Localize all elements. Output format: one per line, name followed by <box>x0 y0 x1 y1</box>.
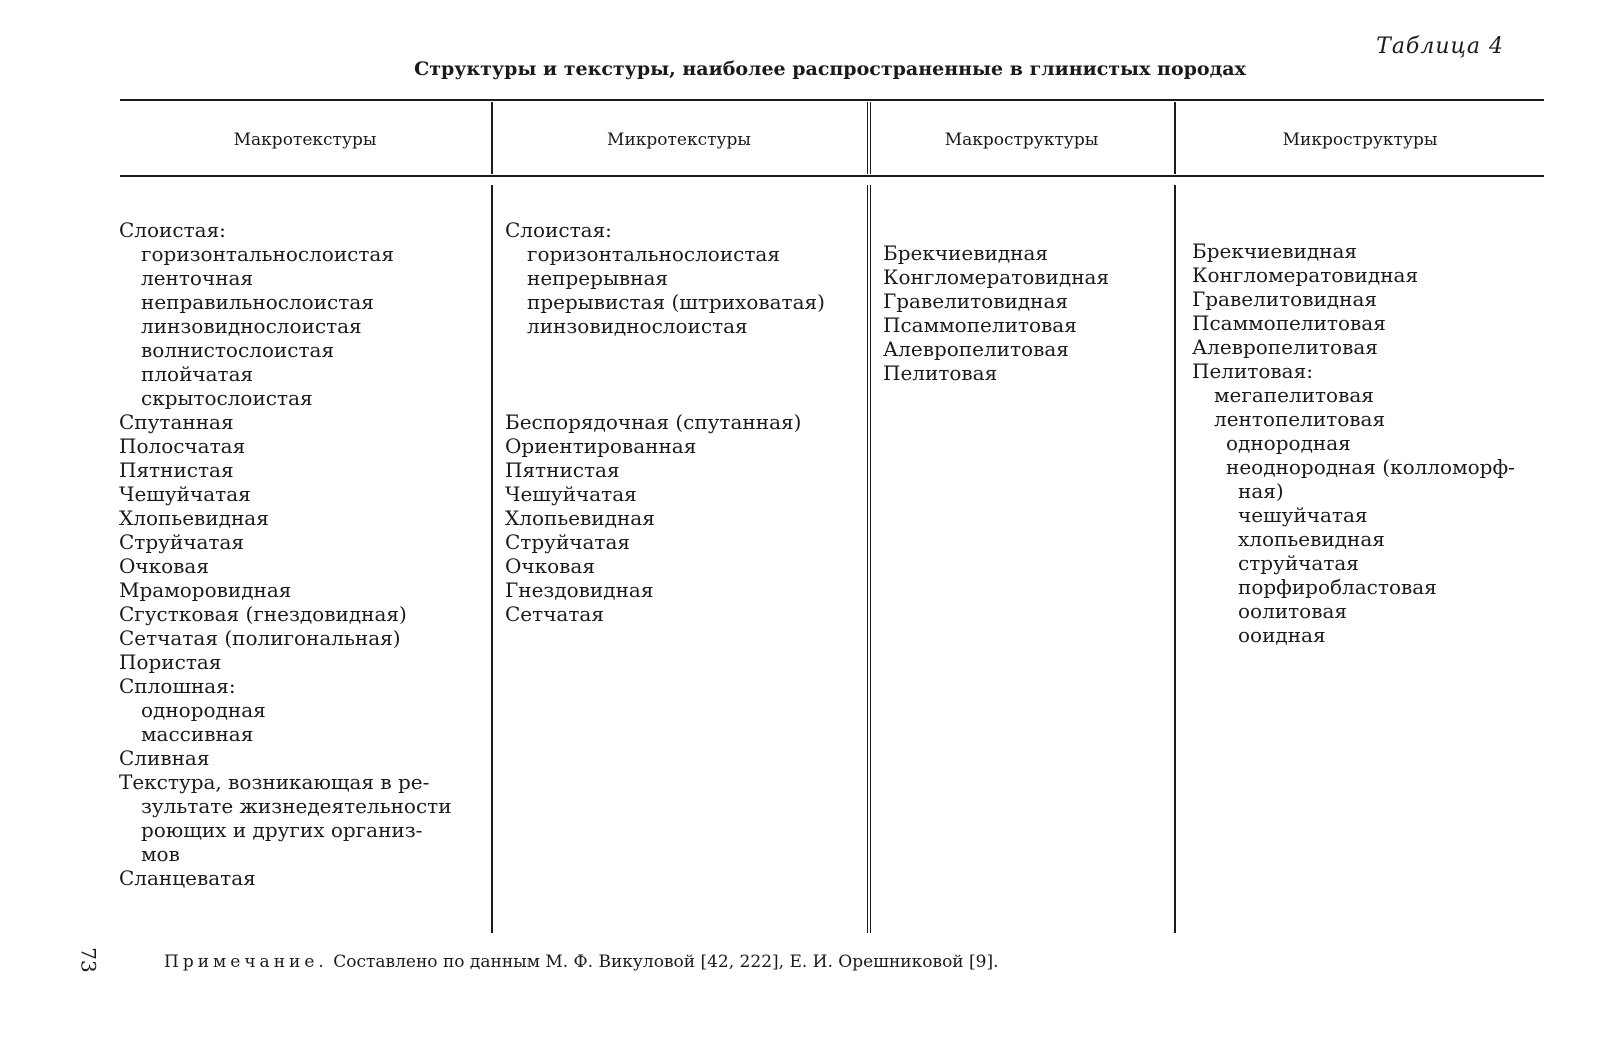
list-item: горизонтальнослоистая <box>527 242 780 266</box>
list-item: непрерывная <box>527 266 668 290</box>
header-macrostructures: Макроструктуры <box>944 130 1099 150</box>
list-item: Струйчатая <box>119 530 245 554</box>
list-item: Псаммопелитовая <box>1192 311 1386 335</box>
list-item: оолитовая <box>1238 599 1348 623</box>
header-microtextures: Микротекстуры <box>607 130 751 150</box>
column-divider-3 <box>1174 185 1176 933</box>
list-item: Гнездовидная <box>505 578 654 602</box>
list-item: неоднородная (колломорф- <box>1226 455 1515 479</box>
list-spacer <box>505 386 825 410</box>
list-item: мов <box>141 842 180 866</box>
list-item: Очковая <box>119 554 209 578</box>
list-item: Пелитовая: <box>1192 359 1313 383</box>
header-microstructures: Микроструктуры <box>1282 130 1438 150</box>
list-item: ооидная <box>1238 623 1326 647</box>
table-label: Таблица 4 <box>1376 34 1504 59</box>
list-item: Конгломератовидная <box>883 265 1110 289</box>
note-text: Составлено по данным М. Ф. Викуловой [42, 222], Е. И. Орешниковой [9]. <box>333 952 999 972</box>
list-item: Пелитовая <box>883 361 998 385</box>
list-item: Беспорядочная (спутанная) <box>505 410 802 434</box>
table-header-rule <box>120 175 1544 177</box>
list-item: Струйчатая <box>505 530 631 554</box>
list-item: прерывистая (штриховатая) <box>527 290 825 314</box>
list-item: Конгломератовидная <box>1192 263 1419 287</box>
list-item: зультате жизнедеятельности <box>141 794 452 818</box>
list-item: Гравелитовидная <box>883 289 1068 313</box>
list-item: роющих и других организ- <box>141 818 423 842</box>
table-top-rule <box>120 99 1544 101</box>
list-item: однородная <box>1226 431 1351 455</box>
list-item: Алевропелитовая <box>883 337 1069 361</box>
list-item: чешуйчатая <box>1238 503 1368 527</box>
column-macrostructures <box>883 241 1109 385</box>
list-item: волнистослоистая <box>141 338 335 362</box>
list-item: Сетчатая <box>505 602 604 626</box>
list-item: Сланцеватая <box>119 866 256 890</box>
list-item: Чешуйчатая <box>505 482 637 506</box>
column-macrotextures <box>119 218 452 890</box>
header-macrotextures: Макротекстуры <box>233 130 377 150</box>
page-number: 73 <box>76 947 101 973</box>
list-item: лентопелитовая <box>1214 407 1386 431</box>
list-item: Полосчатая <box>119 434 246 458</box>
list-item: линзовиднослоистая <box>527 314 748 338</box>
list-item: хлопьевидная <box>1238 527 1385 551</box>
list-item: мегапелитовая <box>1214 383 1374 407</box>
list-item: Пятнистая <box>119 458 234 482</box>
list-spacer <box>505 338 825 362</box>
list-item: Спутанная <box>119 410 234 434</box>
list-item: ленточная <box>141 266 254 290</box>
list-item: ная) <box>1238 479 1284 503</box>
list-item: Брекчиевидная <box>1192 239 1357 263</box>
list-spacer <box>505 362 825 386</box>
list-item: Текстура, возникающая в ре- <box>119 770 430 794</box>
list-item: струйчатая <box>1238 551 1359 575</box>
list-item: массивная <box>141 722 254 746</box>
list-item: плойчатая <box>141 362 254 386</box>
column-divider-2 <box>867 185 871 933</box>
list-item: Слоистая: <box>119 218 226 242</box>
list-item: линзовиднослоистая <box>141 314 362 338</box>
list-item: неправильнослоистая <box>141 290 374 314</box>
table-note <box>164 952 999 972</box>
list-item: Пористая <box>119 650 222 674</box>
list-item: Чешуйчатая <box>119 482 251 506</box>
list-item: порфиробластовая <box>1238 575 1437 599</box>
list-item: Псаммопелитовая <box>883 313 1077 337</box>
note-label: Примечание. <box>164 952 328 972</box>
list-item: Сгустковая (гнездовидная) <box>119 602 407 626</box>
column-microtextures <box>505 218 825 626</box>
list-item: Гравелитовидная <box>1192 287 1377 311</box>
list-item: Ориентированная <box>505 434 697 458</box>
list-item: Сливная <box>119 746 210 770</box>
column-microstructures <box>1192 239 1515 647</box>
table-title: Структуры и текстуры, наиболее распространенные в глинистых породах <box>414 58 1246 80</box>
column-divider-1 <box>491 185 493 933</box>
list-item: Слоистая: <box>505 218 612 242</box>
list-item: Хлопьевидная <box>505 506 655 530</box>
list-item: Сплошная: <box>119 674 236 698</box>
list-item: Хлопьевидная <box>119 506 269 530</box>
list-item: Мраморовидная <box>119 578 292 602</box>
list-item: Алевропелитовая <box>1192 335 1378 359</box>
list-item: Пятнистая <box>505 458 620 482</box>
list-item: горизонтальнослоистая <box>141 242 394 266</box>
list-item: Сетчатая (полигональная) <box>119 626 401 650</box>
list-item: однородная <box>141 698 266 722</box>
list-item: скрытослоистая <box>141 386 313 410</box>
list-item: Брекчиевидная <box>883 241 1048 265</box>
list-item: Очковая <box>505 554 595 578</box>
